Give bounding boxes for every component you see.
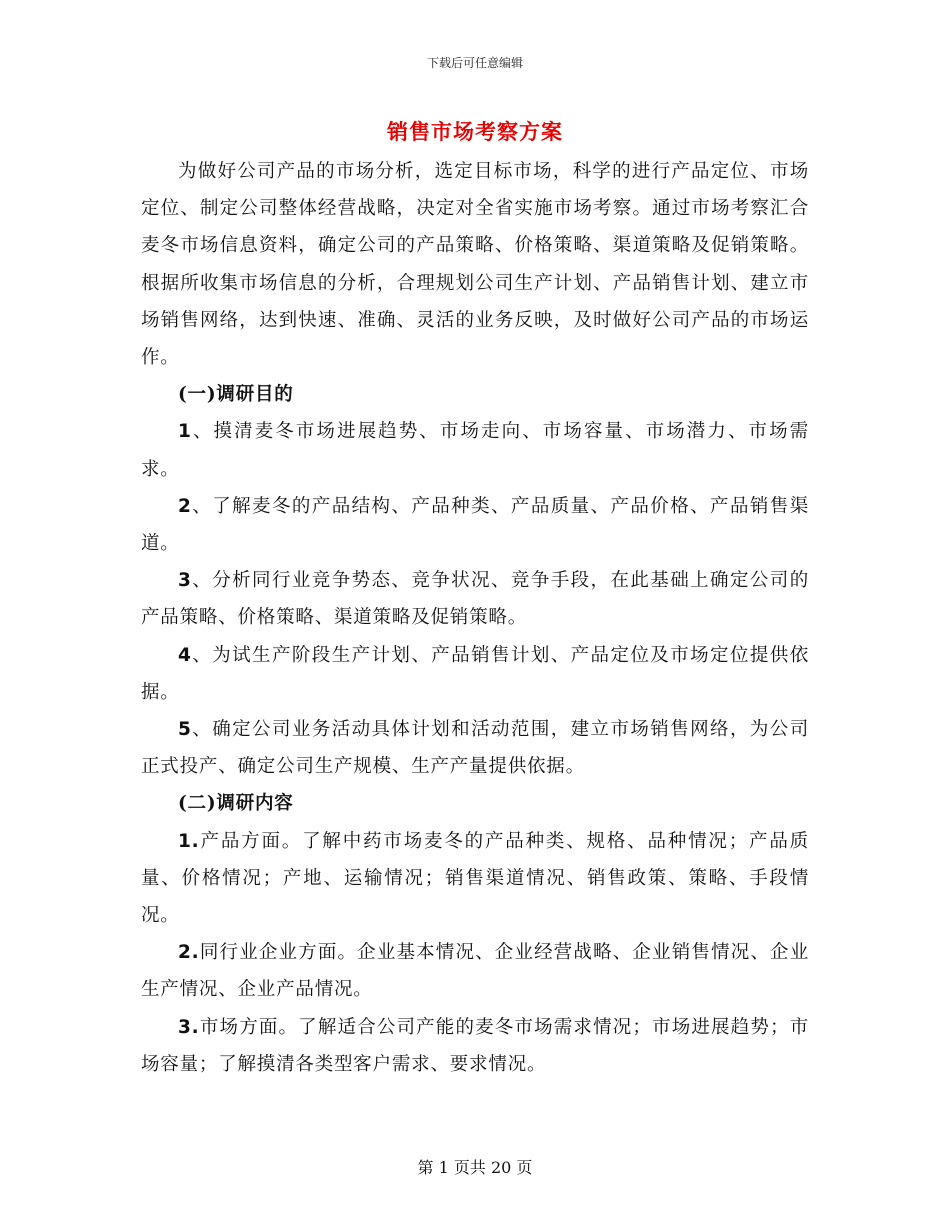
list-item bbox=[141, 413, 809, 487]
item-number: 2 bbox=[178, 495, 192, 517]
item-text: 、为试生产阶段生产计划、产品销售计划、产品定位及市场定位提供依据。 bbox=[141, 644, 809, 703]
section-heading-content: (二)调研内容 bbox=[178, 793, 294, 815]
item-number: 1 bbox=[178, 421, 192, 443]
item-number: 3 bbox=[178, 570, 192, 592]
item-text: 、分析同行业竞争势态、竞争状况、竞争手段，在此基础上确定公司的产品策略、价格策略、渠道策略及促销策略。 bbox=[141, 570, 809, 629]
item-text: 同行业企业方面。企业基本情况、企业经营战略、企业销售情况、企业生产情况、企业产品情况。 bbox=[141, 942, 809, 1001]
item-text: 、了解麦冬的产品结构、产品种类、产品质量、产品价格、产品销售渠道。 bbox=[141, 495, 809, 555]
list-item bbox=[141, 637, 809, 711]
item-number: 4 bbox=[178, 644, 192, 666]
list-item bbox=[141, 711, 809, 785]
page-footer: 第 1 页共 20 页 bbox=[417, 1158, 533, 1177]
page-header: 下载后可任意编辑 bbox=[426, 56, 523, 70]
item-number: 5 bbox=[178, 719, 192, 741]
list-item bbox=[141, 562, 809, 636]
document-title: 销售市场考察方案 bbox=[387, 119, 563, 144]
intro-paragraph: 为做好公司产品的市场分析，选定目标市场，科学的进行产品定位、市场定位、制定公司整体经营战略，决定对全省实施市场考察。通过市场考察汇合麦冬市场信息资料，确定公司的产品策略、价格策略、渠道策略及促销策略。根据所收集市场信息的分析，合理规划公司生产计划、产品销售计划、建立市场销售网络，达到快速、准确、灵活的业务反映，及时做好公司产品的市场运作。 bbox=[141, 161, 809, 369]
document-body bbox=[141, 153, 809, 1083]
item-text: 市场方面。了解适合公司产能的麦冬市场需求情况；市场进展趋势；市场容量；了解摸清各类型客户需求、要求情况。 bbox=[141, 1016, 809, 1075]
item-text: 、确定公司业务活动具体计划和活动范围，建立市场销售网络，为公司正式投产、确定公司生产规模、生产产量提供依据。 bbox=[141, 719, 809, 778]
item-number: 3. bbox=[178, 1016, 200, 1038]
list-item bbox=[141, 823, 809, 935]
list-item bbox=[141, 934, 809, 1008]
item-number: 1. bbox=[178, 830, 200, 852]
list-item bbox=[141, 1009, 809, 1083]
item-number: 2. bbox=[178, 942, 200, 964]
section-heading-purpose: (一)调研目的 bbox=[178, 384, 294, 406]
list-item bbox=[141, 488, 809, 562]
item-text: 、摸清麦冬市场进展趋势、市场走向、市场容量、市场潜力、市场需求。 bbox=[141, 421, 809, 480]
item-text: 产品方面。了解中药市场麦冬的产品种类、规格、品种情况；产品质量、价格情况；产地、运输情况；销售渠道情况、销售政策、策略、手段情况。 bbox=[141, 830, 809, 927]
